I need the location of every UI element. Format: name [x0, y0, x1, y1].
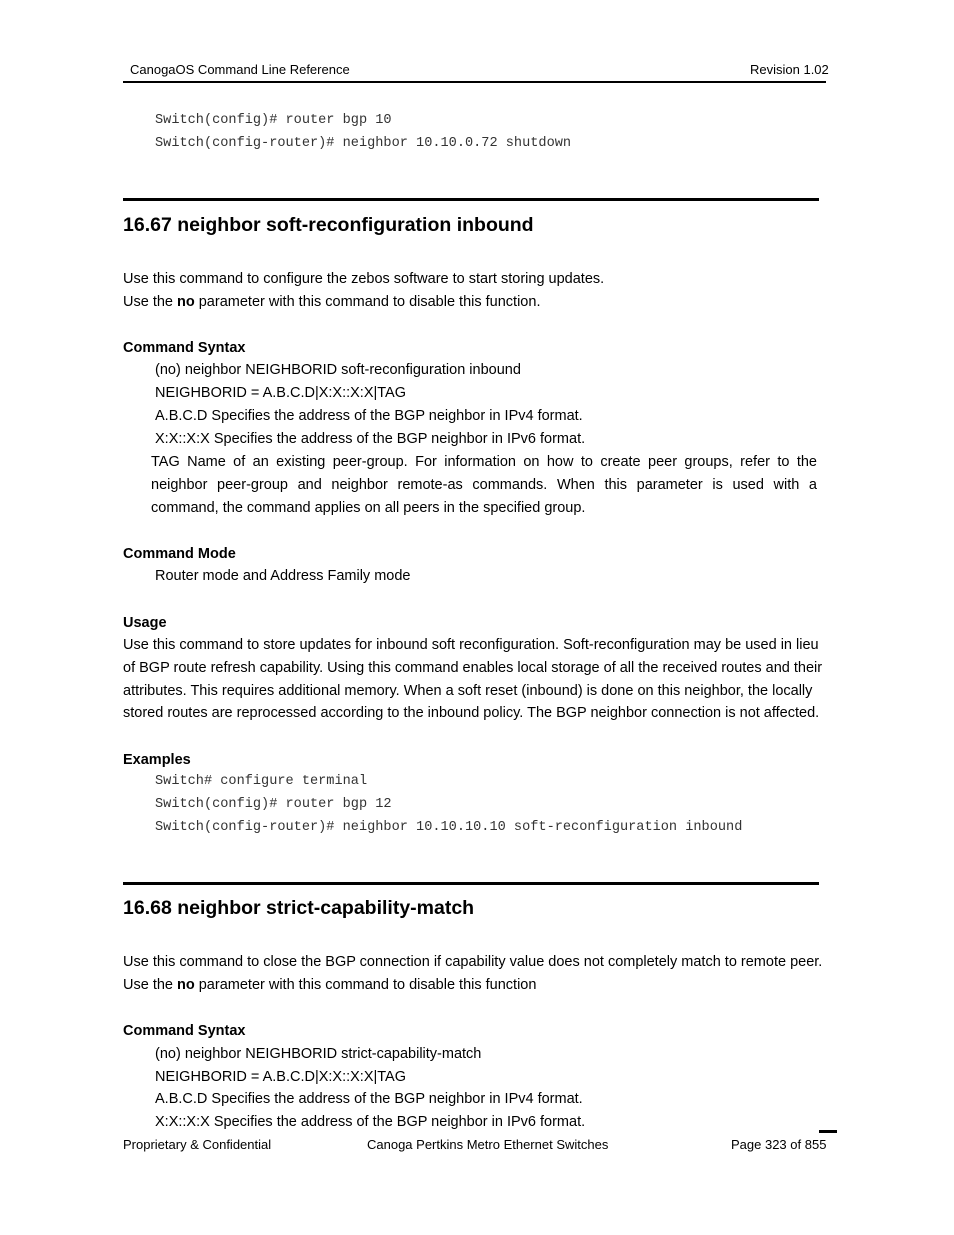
syntax-heading: Command Syntax — [123, 340, 246, 356]
examples-heading: Examples — [123, 752, 191, 768]
intro-text: Use this command to configure the zebos software to start storing updates. — [123, 271, 605, 287]
no-keyword: no — [177, 294, 195, 310]
text-part: Use the — [123, 294, 177, 310]
section-rule — [123, 198, 819, 201]
code-line: Switch(config-router)# neighbor 10.10.0.72 shutdown — [155, 136, 572, 151]
text-part: parameter with this command to disable this function — [194, 977, 537, 993]
page-number: Page 323 of 855 — [731, 1137, 827, 1152]
syntax-line: A.B.C.D Specifies the address of the BGP neighbor in IPv4 format. — [155, 408, 583, 424]
mode-text: Router mode and Address Family mode — [155, 568, 411, 584]
section-title: 16.68 neighbor strict-capability-match — [123, 897, 475, 919]
syntax-heading: Command Syntax — [123, 1023, 246, 1039]
footer-mark — [819, 1130, 837, 1133]
usage-line: stored routes are reprocessed according to the inbound policy. The BGP neighbor connection is not affected. — [123, 705, 820, 721]
mode-heading: Command Mode — [123, 546, 236, 562]
syntax-line: X:X::X:X Specifies the address of the BGP neighbor in IPv6 format. — [155, 431, 586, 447]
syntax-line: (no) neighbor NEIGHBORID soft-reconfiguration inbound — [155, 362, 521, 378]
syntax-line: X:X::X:X Specifies the address of the BGP neighbor in IPv6 format. — [155, 1114, 586, 1130]
header-revision: Revision 1.02 — [750, 62, 829, 77]
text-part: Use the — [123, 977, 177, 993]
usage-heading: Usage — [123, 615, 167, 631]
usage-line: Use this command to store updates for inbound soft reconfiguration. Soft-reconfiguration may be used in lieu — [123, 637, 819, 653]
syntax-line: A.B.C.D Specifies the address of the BGP neighbor in IPv4 format. — [155, 1091, 583, 1107]
footer-left: Proprietary & Confidential — [123, 1137, 272, 1152]
code-line: Switch(config-router)# neighbor 10.10.10.10 soft-reconfiguration inbound — [155, 820, 743, 835]
syntax-line: NEIGHBORID = A.B.C.D|X:X::X:X|TAG — [155, 385, 407, 401]
usage-line: attributes. This requires additional memory. When a soft reset (inbound) is done on this neighbor, the locally — [123, 683, 813, 699]
code-line: Switch(config)# router bgp 10 — [155, 113, 392, 128]
code-line: Switch# configure terminal — [155, 774, 368, 789]
text-part: parameter with this command to disable this function. — [194, 294, 541, 310]
tag-paragraph: TAG Name of an existing peer-group. For information on how to create peer groups, refer to the neighbor peer-group and neighbor remote-as commands. When this parameter is used with a command, the command applies on all peers in the specified group. — [151, 454, 817, 516]
footer-center: Canoga Pertkins Metro Ethernet Switches — [367, 1137, 609, 1152]
section-rule — [123, 882, 819, 885]
usage-line: of BGP route refresh capability. Using this command enables local storage of all the received routes and their — [123, 660, 823, 676]
no-keyword: no — [177, 977, 195, 993]
code-line: Switch(config)# router bgp 12 — [155, 797, 392, 812]
header-rule — [123, 81, 826, 83]
intro-no-text — [123, 294, 540, 310]
intro-text: Use this command to close the BGP connection if capability value does not completely match to remote peer. — [123, 954, 823, 970]
section-title: 16.67 neighbor soft-reconfiguration inbound — [123, 214, 534, 236]
intro-no-text — [123, 977, 536, 993]
syntax-line: (no) neighbor NEIGHBORID strict-capability-match — [155, 1046, 482, 1062]
header-title: CanogaOS Command Line Reference — [130, 62, 350, 77]
syntax-line: NEIGHBORID = A.B.C.D|X:X::X:X|TAG — [155, 1069, 407, 1085]
